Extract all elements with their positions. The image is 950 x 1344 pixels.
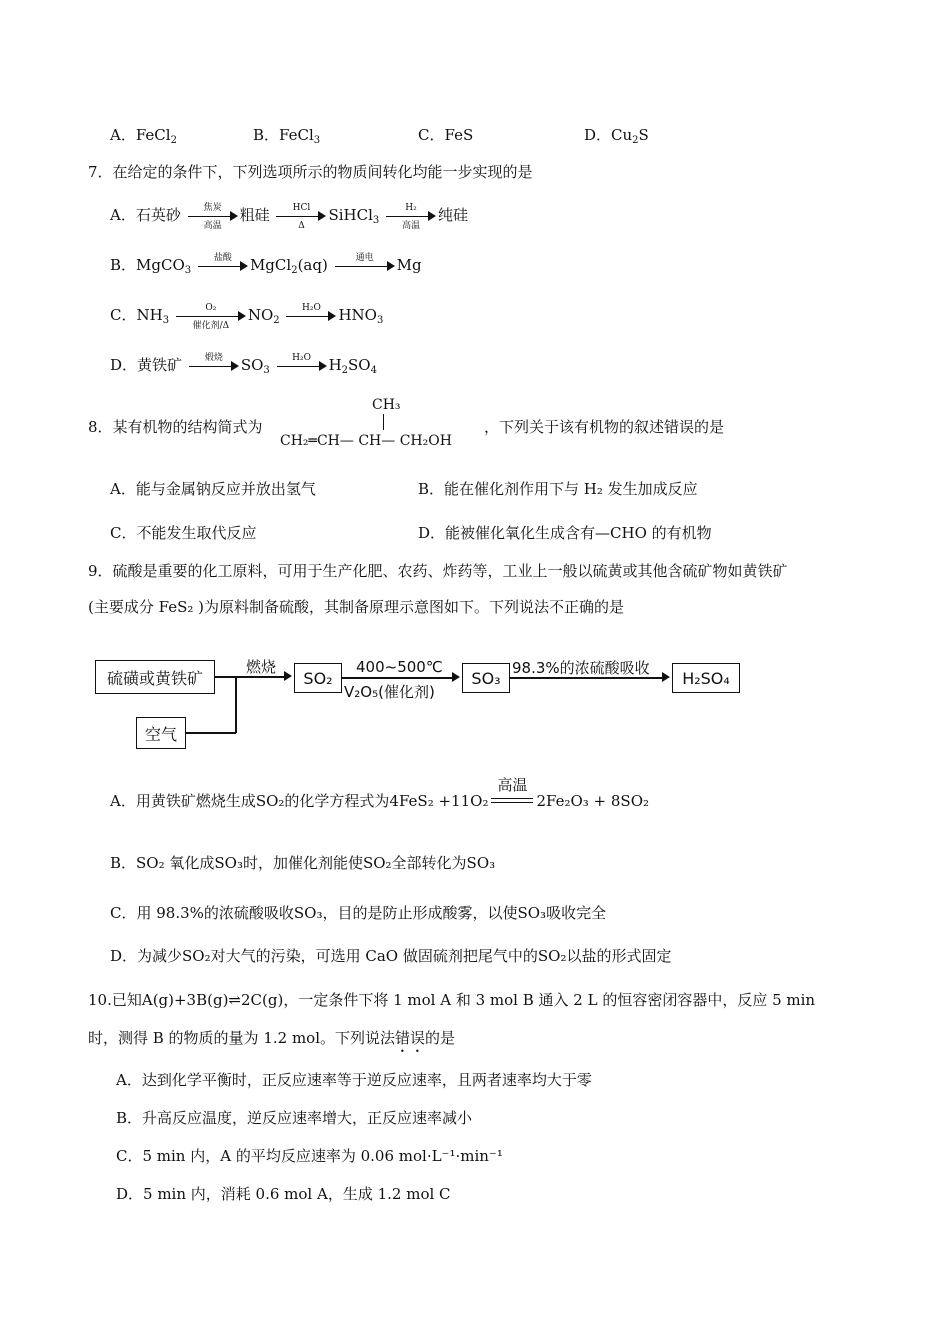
arrow-head (662, 672, 670, 682)
equals-condition: 高温 (491, 802, 533, 803)
reaction-arrow: 通电 (335, 257, 395, 275)
box-h2so4: H₂SO₄ (672, 663, 740, 693)
q8-option-a: A．能与金属钠反应并放出氢气 (110, 480, 316, 498)
q9-option-c: C．用 98.3%的浓硫酸吸收SO₃，目的是防止形成酸雾，以使SO₃吸收完全 (110, 904, 607, 922)
q7-option-d: D．黄铁矿 煅烧 $SO_3$ H₂O $H_2SO_4$ (110, 353, 377, 376)
arrow-head (284, 671, 292, 681)
reaction-arrow: HCl Δ (276, 207, 326, 225)
q9-stem-line1: 9．硫酸是重要的化工原料，可用于生产化肥、农药、炸药等，工业上一般以硫黄或其他含硫矿物如黄铁矿 (88, 562, 788, 580)
q10-option-c: C．5 min 内，A 的平均反应速率为 0.06 mol·L⁻¹·min⁻¹ (116, 1147, 503, 1165)
q10-stem-line2: 时，测得 B 的物质的量为 1.2 mol。下列说法错误的是 (88, 1029, 456, 1047)
q6-option-c: C．FeS (418, 126, 474, 144)
q10-stem-line1: 10.已知A(g)+3B(g)⇌2C(g)，一定条件下将 1 mol A 和 3 mol B 通入 2 L 的恒容密闭容器中，反应 5 min (88, 991, 816, 1009)
q9-stem-line2: (主要成分 FeS₂ )为原料制备硫酸，其制备原理示意图如下。下列说法不正确的是 (88, 598, 624, 616)
arrow-head (452, 672, 460, 682)
reaction-arrow: 煅烧 (189, 357, 239, 375)
q7-stem: 7．在给定的条件下，下列选项所示的物质间转化均能一步实现的是 (88, 163, 533, 181)
q7-option-b: B．MgCO$_3$ 盐酸 MgCl$_2$(aq) 通电 Mg (110, 253, 422, 276)
q6-option-d: D．$Cu_2S$ (584, 126, 649, 146)
structure-ch3: CH₃ (372, 397, 401, 413)
reaction-arrow: 焦炭 高温 (188, 207, 238, 225)
box-air: 空气 (136, 717, 186, 749)
q8-option-d: D．能被催化氧化生成含有—CHO 的有机物 (418, 524, 712, 542)
reaction-arrow: O₂ 催化剂/Δ (176, 307, 246, 325)
q9-option-d: D．为减少SO₂对大气的污染，可选用 CaO 做固硫剂把尾气中的SO₂以盐的形式固定 (110, 947, 672, 965)
q10-option-b: B．升高反应温度，逆反应速率增大，正反应速率减小 (116, 1109, 473, 1127)
structure-bond (383, 414, 384, 430)
reaction-arrow: 盐酸 (198, 257, 248, 275)
q10-option-a: A．达到化学平衡时，正反应速率等于逆反应速率，且两者速率均大于零 (116, 1071, 592, 1089)
label-burn: 燃烧 (246, 658, 277, 676)
label-absorb: 98.3%的浓硫酸吸收 (512, 659, 650, 677)
box-so3: SO₃ (462, 663, 510, 693)
q6-option-b: B．FeCl$_3$ (253, 126, 321, 146)
reaction-arrow: H₂O (277, 357, 327, 375)
reaction-arrow: H₂ 高温 (386, 207, 436, 225)
q7-option-a: A．石英砂 焦炭 高温 粗硅 HCl Δ SiHCl$_3$ H₂ 高温 纯硅 (110, 203, 469, 231)
label-catalyst: V₂O₅(催化剂) (344, 683, 435, 701)
label-temperature: 400~500℃ (356, 658, 443, 676)
arrow-line (342, 677, 454, 679)
q7-option-c: C．$NH_3$ O₂ 催化剂/Δ $NO_2$ H₂O $HNO_3$ (110, 303, 384, 331)
emphasis-word: 错误 (395, 1029, 426, 1047)
q10-option-d: D．5 min 内，消耗 0.6 mol A，生成 1.2 mol C (116, 1185, 451, 1203)
q9-option-a: A．用黄铁矿燃烧生成SO₂的化学方程式为4FeS₂ +11O₂ 高温 2Fe₂O₃ + 8SO₂ (110, 775, 650, 810)
q8-stem: 8．某有机物的结构简式为 (88, 418, 263, 436)
q9-option-b: B．SO₂ 氧化成SO₃时，加催化剂能使SO₂全部转化为SO₃ (110, 854, 496, 872)
q6-option-a: A．FeCl$_2$ (110, 126, 177, 146)
box-raw-material: 硫磺或黄铁矿 (95, 660, 215, 694)
q8-option-b: B．能在催化剂作用下与 H₂ 发生加成反应 (418, 480, 698, 498)
structure-main-chain: CH₂═CH— CH— CH₂OH (280, 433, 452, 449)
q8-option-c: C．不能发生取代反应 (110, 524, 257, 542)
arrow-line (186, 732, 236, 734)
arrow-line (235, 676, 237, 733)
box-so2: SO₂ (294, 663, 342, 693)
q8-stem-end: ，下列关于该有机物的叙述错误的是 (484, 418, 725, 436)
reaction-arrow: H₂O (286, 307, 336, 325)
